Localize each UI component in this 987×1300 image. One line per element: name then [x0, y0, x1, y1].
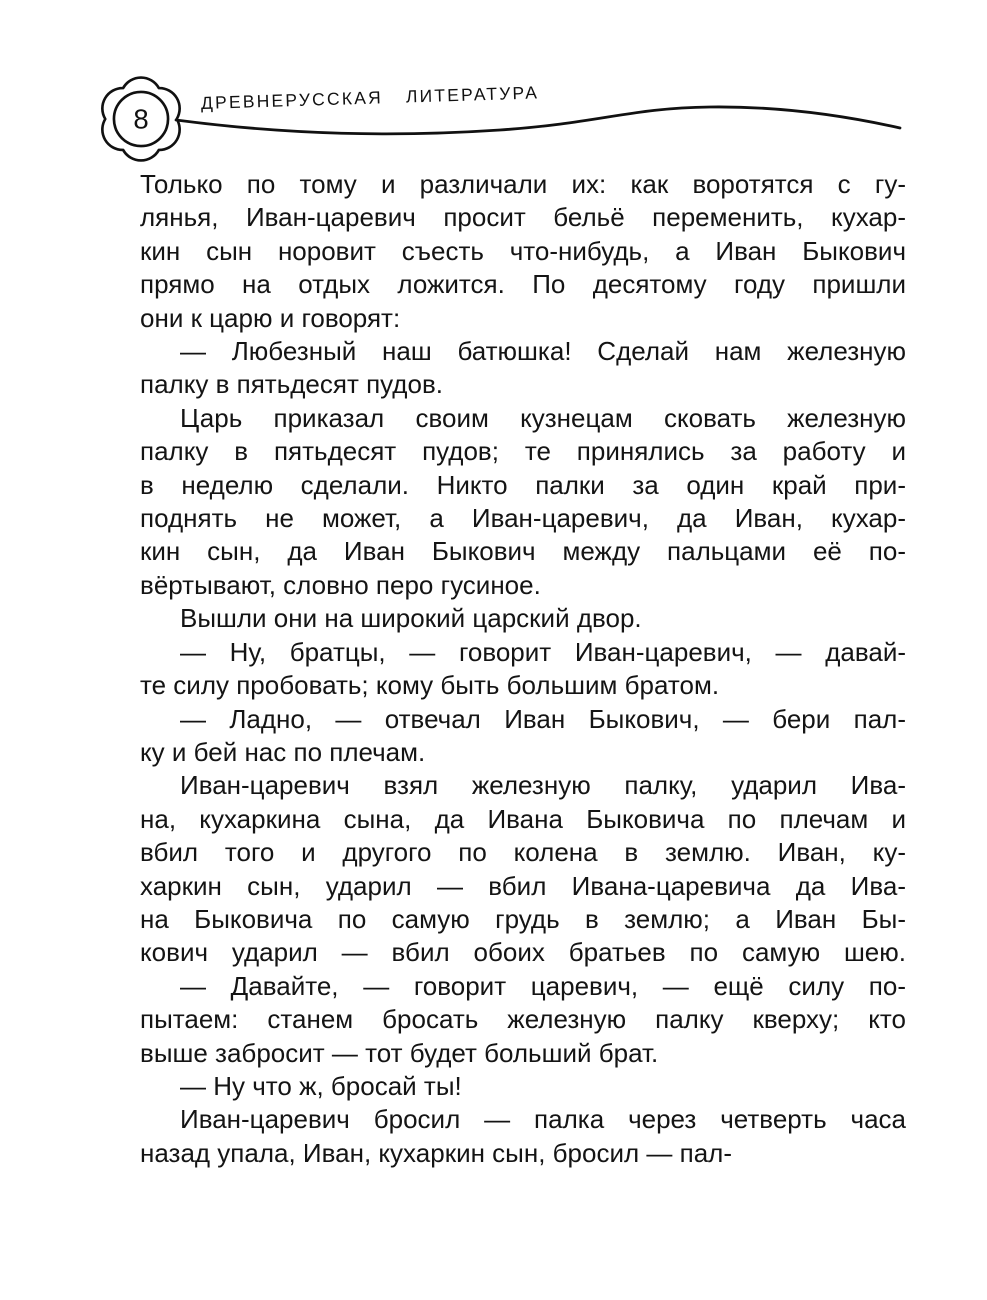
- paragraph: [140, 602, 906, 635]
- text-line: кович ударил — вбил обоих братьев по самую шею.: [140, 937, 906, 968]
- text-line: выше забросит — тот будет больший брат.: [140, 1037, 659, 1068]
- text-line: Вышли они на широкий царский двор.: [180, 603, 642, 634]
- paragraph: [140, 168, 906, 335]
- text-line: те силу пробовать; кому быть большим братом.: [140, 670, 720, 701]
- page-number: 8: [133, 103, 149, 135]
- text-line: ку и бей нас по плечам.: [140, 736, 426, 767]
- paragraph: [140, 402, 906, 602]
- page-text: [140, 168, 906, 1170]
- text-line: на Быковича по самую грудь в землю; а Иван Бы-: [140, 903, 906, 934]
- text-line: в неделю сделали. Никто палки за один край при-: [140, 469, 906, 500]
- paragraph: [140, 1070, 906, 1103]
- header-wavy-rule: [170, 95, 910, 155]
- paragraph: [140, 1103, 906, 1170]
- text-line: Иван-царевич бросил — палка через четверть часа: [180, 1104, 906, 1135]
- paragraph: [140, 636, 906, 703]
- text-line: палку в пятьдесят пудов.: [140, 369, 443, 400]
- wavy-line: [176, 107, 900, 134]
- text-line: поднять не может, а Иван-царевич, да Иван, кухар-: [140, 503, 906, 534]
- text-line: на, кухаркина сына, да Ивана Быковича по плечам и: [140, 803, 906, 834]
- text-line: Иван-царевич взял железную палку, ударил Ива-: [180, 770, 906, 801]
- paragraph: [140, 970, 906, 1070]
- paragraph: [140, 335, 906, 402]
- text-line: кин сын, да Иван Быкович между пальцами её по-: [140, 536, 906, 567]
- text-line: палку в пятьдесят пудов; те принялись за работу и: [140, 436, 906, 467]
- text-line: харкин сын, ударил — вбил Ивана-царевича да Ива-: [140, 870, 906, 901]
- text-line: назад упала, Иван, кухаркин сын, бросил — пал-: [140, 1137, 732, 1168]
- text-line: они к царю и говорят:: [140, 302, 401, 333]
- text-line: прямо на отдых ложится. По десятому году пришли: [140, 269, 906, 300]
- text-line: — Ну, братцы, — говорит Иван-царевич, — давай-: [180, 636, 906, 667]
- paragraph: [140, 703, 906, 770]
- text-line: лянья, Иван-царевич просит бельё переменить, кухар-: [140, 202, 906, 233]
- text-line: кин сын норовит съесть что-нибудь, а Иван Быкович: [140, 235, 906, 266]
- text-line: — Давайте, — говорит царевич, — ещё силу по-: [180, 970, 906, 1001]
- paragraph: [140, 769, 906, 969]
- text-line: вёртывают, словно перо гусиное.: [140, 569, 541, 600]
- text-line: Только по тому и различали их: как воротятся с гу-: [140, 169, 906, 199]
- text-line: — Любезный наш батюшка! Сделай нам железную: [180, 336, 906, 367]
- text-line: пытаем: станем бросать железную палку кверху; кто: [140, 1004, 906, 1035]
- text-line: — Ладно, — отвечал Иван Быкович, — бери пал-: [180, 703, 906, 734]
- text-line: — Ну что ж, бросай ты!: [180, 1070, 462, 1101]
- text-line: вбил того и другого по колена в землю. Иван, ку-: [140, 837, 906, 868]
- header-title: ДРЕВНЕРУССКАЯ ЛИТЕРАТУРА: [200, 82, 540, 113]
- text-line: Царь приказал своим кузнецам сковать железную: [180, 402, 906, 433]
